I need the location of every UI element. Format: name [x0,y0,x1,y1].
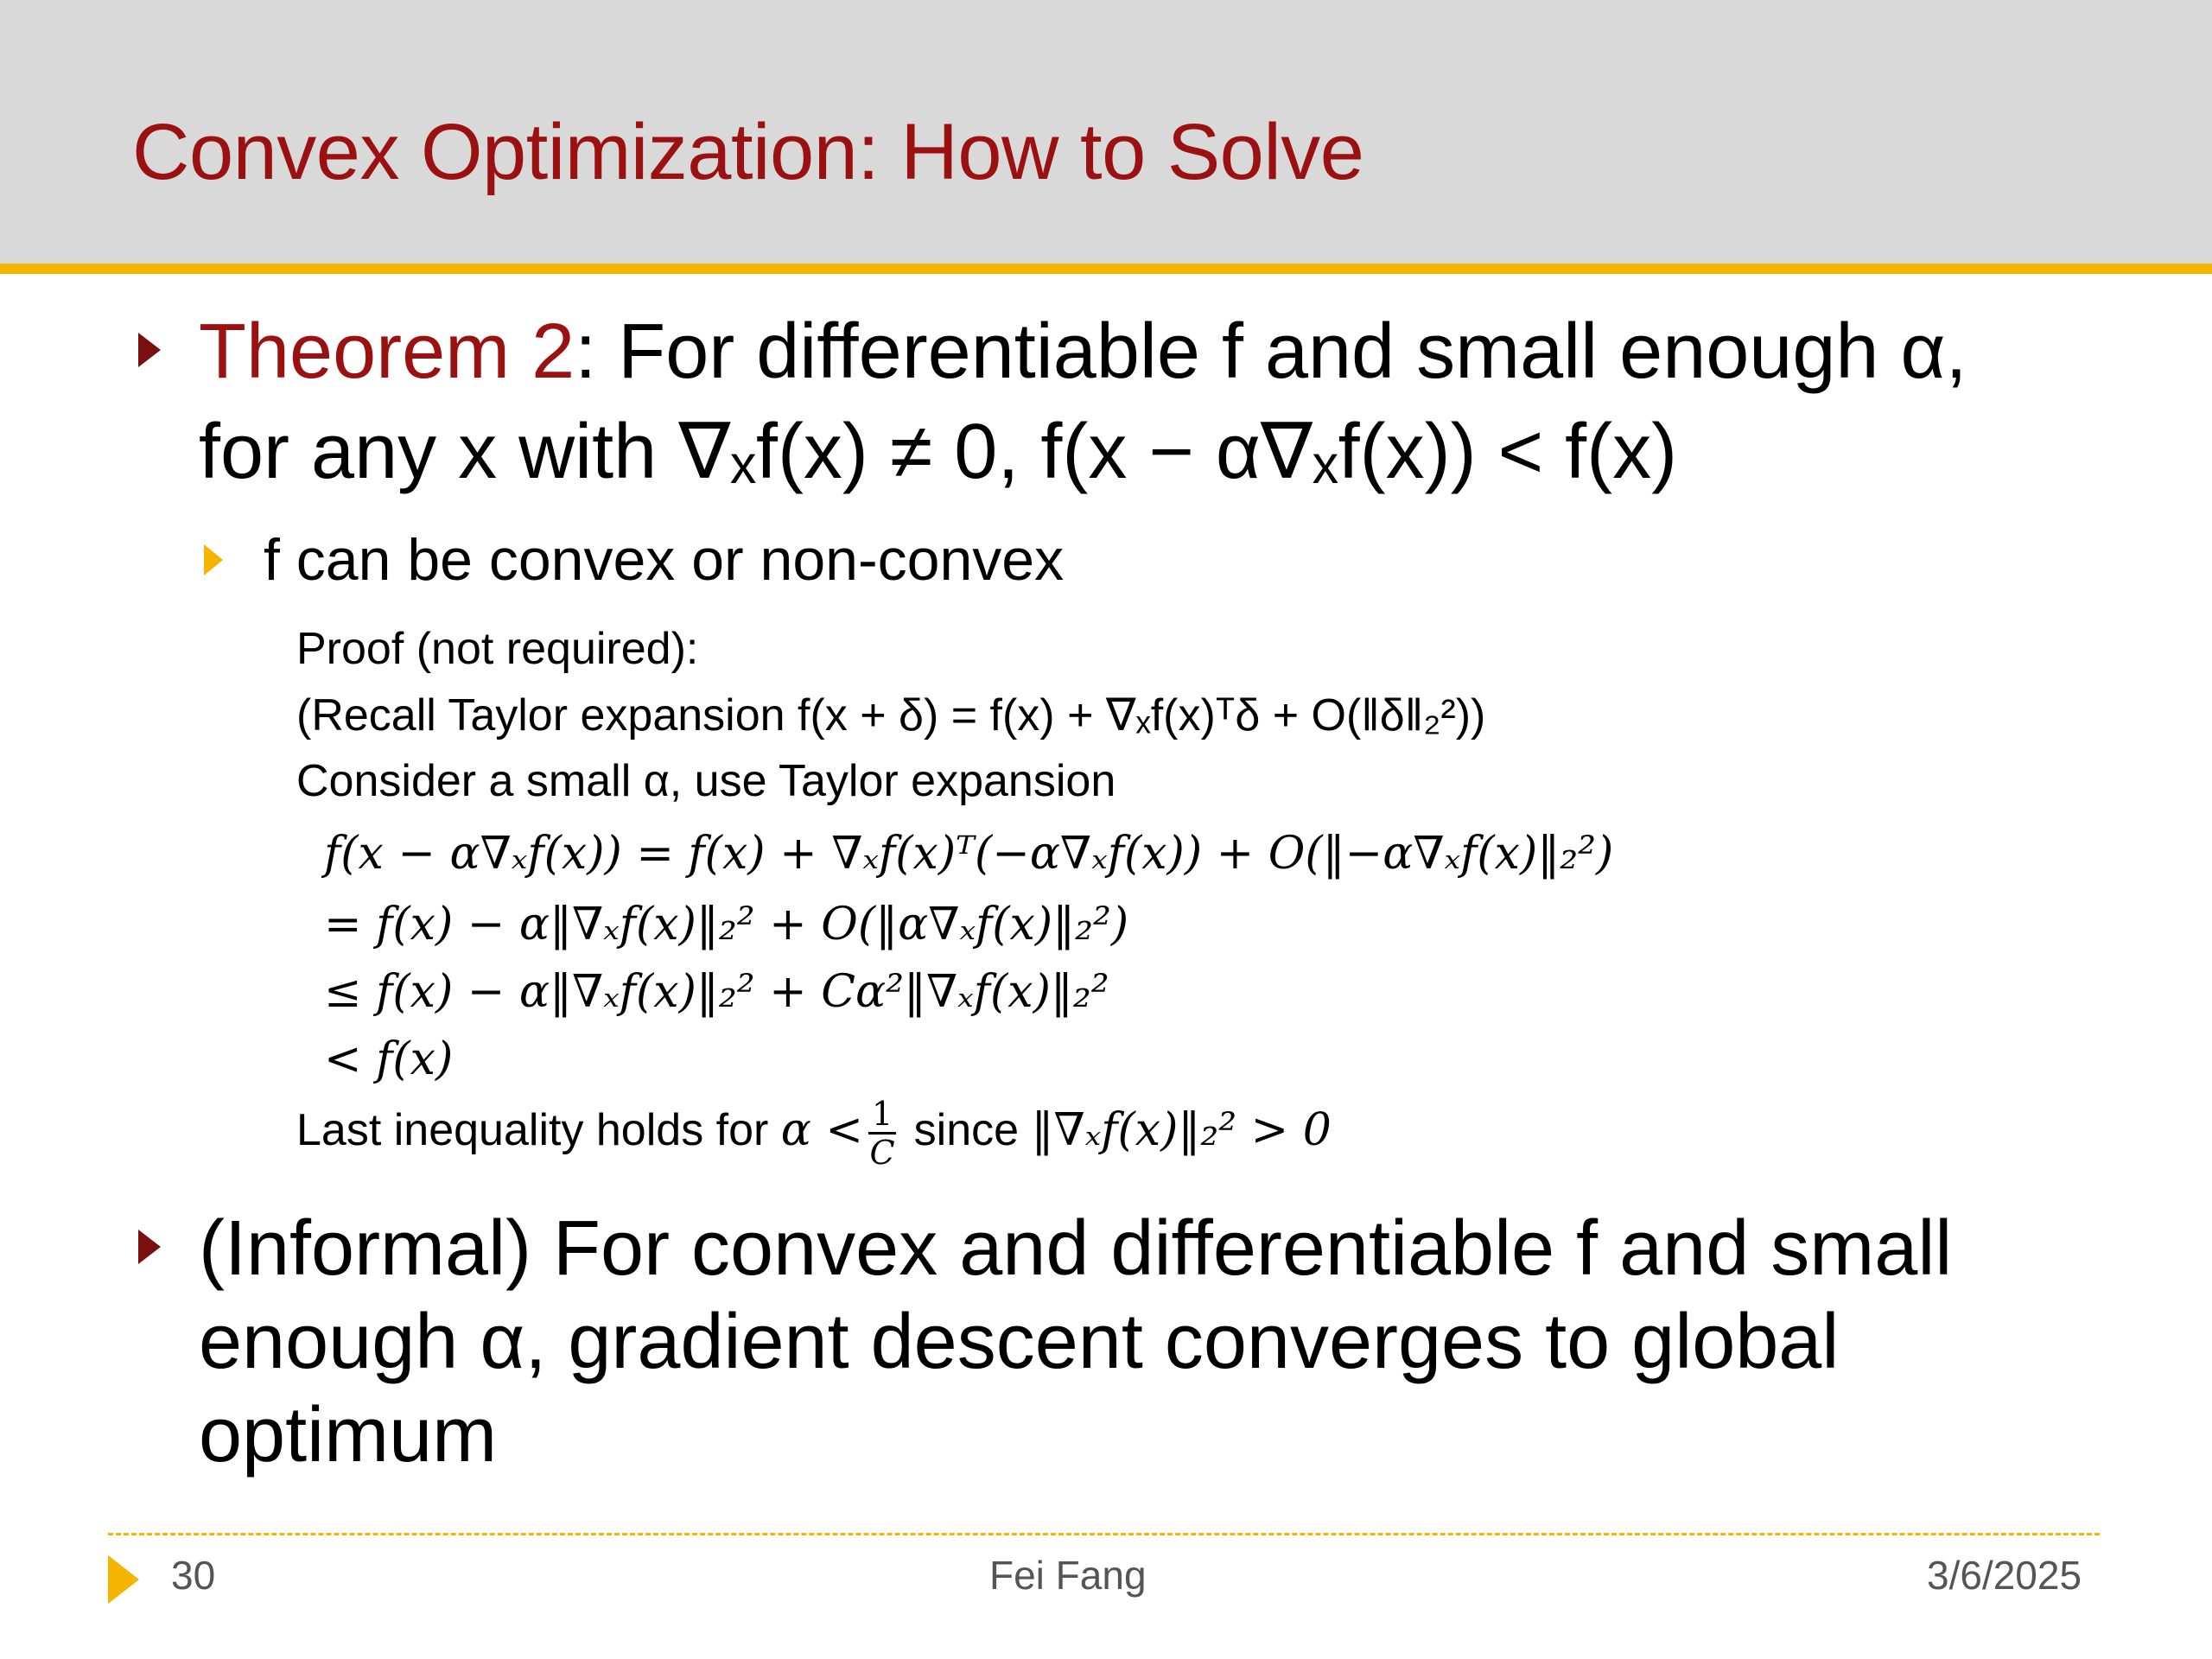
theorem-label: Theorem 2 [199,308,575,395]
bullet-triangle-icon [138,1230,161,1264]
page-number: 30 [171,1553,216,1598]
proof-eq-4: < f(x) [324,1033,454,1085]
proof-eq-2: = f(x) − α‖∇ₓf(x)‖₂² + O(‖α∇ₓf(x)‖₂²) [324,899,1129,950]
theorem-text-1: : For differentiable f and small enough α, [575,308,1967,395]
proof-heading: Proof (not required): [296,624,699,674]
theorem-line-1 [199,308,1967,395]
proof-eq-3: ≤ f(x) − α‖∇ₓf(x)‖₂² + Cα²‖∇ₓf(x)‖₂² [324,966,1109,1018]
sub-bullet-text: f can be convex or non-convex [264,527,1065,593]
informal-line-3: optimum [199,1392,498,1478]
footer-author: Fei Fang [989,1553,1147,1598]
footer-rule [108,1533,2100,1535]
sub-bullet-triangle-icon [204,544,223,575]
fraction-denominator: C [869,1134,895,1172]
last-alpha: α < [780,1104,863,1157]
proof-recall: (Recall Taylor expansion f(x + δ) = f(x) + ∇ₓf(x)ᵀδ + O(‖δ‖₂²)) [296,690,1486,741]
last-since: since [901,1105,1032,1156]
one-over-c-fraction [868,1095,896,1172]
proof-consider: Consider a small α, use Taylor expansion [296,756,1116,806]
footer-triangle-icon [108,1555,139,1604]
header-rule [0,264,2212,274]
proof-eq-1: f(x − α∇ₓf(x)) = f(x) + ∇ₓf(x)ᵀ(−α∇ₓf(x)) + O(‖−α∇ₓf(x)‖₂²) [324,828,1614,880]
last-prefix: Last inequality holds for [296,1105,781,1156]
informal-line-1: (Informal) For convex and differentiable f and small [199,1205,1953,1292]
fraction-numerator: 1 [868,1097,896,1135]
footer-date: 3/6/2025 [1927,1553,2082,1598]
theorem-line-2: for any x with ∇ₓf(x) ≠ 0, f(x − α∇ₓf(x)) < f(x) [199,409,1678,495]
proof-last-line [296,1095,1332,1172]
last-condition: ‖∇ₓf(x)‖₂² > 0 [1031,1104,1332,1157]
bullet-triangle-icon [138,333,161,367]
slide-title: Convex Optimization: How to Solve [132,108,1364,196]
informal-line-2: enough α, gradient descent converges to global [199,1299,1840,1385]
